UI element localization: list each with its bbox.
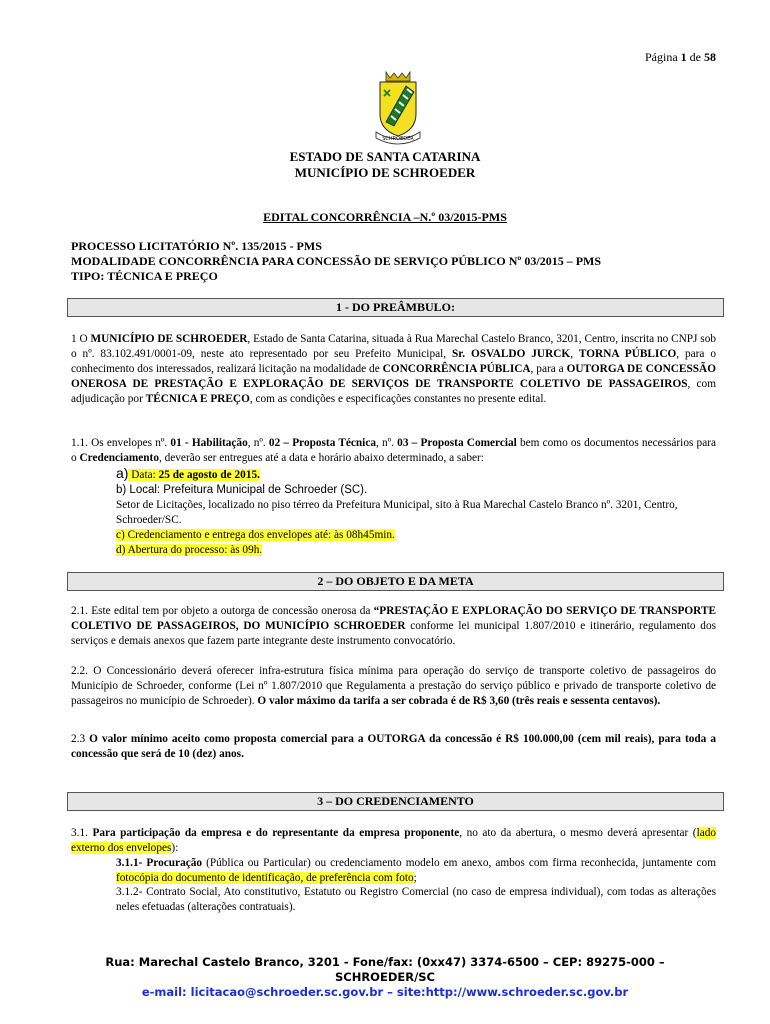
- paragraph-3-1-1: 3.1.1- Procuração (Pública ou Particular) ou credenciamento modelo em anexo, ambos com firma reconhecida, juntamente com fotocópia do documento de identificação, de preferência com foto;: [116, 857, 716, 884]
- paragraph-3-1: 3.1. Para participação da empresa e do representante da empresa proponente, no ato da abertura, o mesmo deverá apresentar (lado externo dos envelopes):: [71, 827, 717, 854]
- header-state: ESTADO DE SANTA CATARINA: [289, 149, 481, 164]
- edital-title: EDITAL CONCORRÊNCIA –N.º 03/2015-PMS: [263, 210, 507, 224]
- footer-address: Rua: Marechal Castelo Branco, 3201 - Fone/fax: (0xx47) 3374-6500 – CEP: 89275-000 –: [105, 955, 665, 969]
- process-modality: MODALIDADE CONCORRÊNCIA PARA CONCESSÃO DE SERVIÇO PÚBLICO Nº 03/2015 – PMS: [71, 254, 602, 268]
- process-number: PROCESSO LICITATÓRIO Nº. 135/2015 - PMS: [71, 239, 322, 253]
- page-number: Página 1 de 58: [645, 50, 716, 64]
- item-d: d) Abertura do processo: às 09h.: [116, 544, 263, 556]
- item-b: b) Local: Prefeitura Municipal de Schroeder (SC).: [116, 484, 368, 496]
- footer: [0, 955, 770, 1000]
- section-header-preambulo: 1 - DO PREÂMBULO:: [67, 298, 724, 317]
- section-header-objeto: 2 – DO OBJETO E DA META: [67, 572, 724, 591]
- item-a: a) Data: 25 de agosto de 2015.: [116, 465, 260, 481]
- paragraph-2-2: 2.2. O Concessionário deverá oferecer infra-estrutura física mínima para operação do serviço de transporte coletivo de passageiros do Município de Schroeder, conforme (Lei nº 1.807/2010 que Regulamenta a prestação do serviço público e privado de transporte coletivo de passageiros no município de Schroeder). O valor máximo da tarifa a ser cobrada é de R$ 3,60 (três reais e sessenta centavos).: [71, 665, 716, 707]
- item-b-sector: Setor de Licitações, localizado no piso térreo da Prefeitura Municipal, sito à Rua Marechal Castelo Branco nº. 3201, Centro, Schroeder/SC.: [116, 499, 678, 526]
- footer-city: SCHROEDER/SC: [334, 970, 435, 984]
- paragraph-1-1: 1.1. Os envelopes nº. 01 - Habilitação, nº. 02 – Proposta Técnica, nº. 03 – Proposta Comercial bem como os documentos necessários para o Credenciamento, deverão ser entregues até a data e horário abaixo determinado, a saber:: [71, 437, 716, 464]
- process-type: TIPO: TÉCNICA E PREÇO: [71, 269, 218, 283]
- paragraph-1: 1 O MUNICÍPIO DE SCHROEDER, Estado de Santa Catarina, situada à Rua Marechal Castelo Branco, 3201, Centro, inscrita no CNPJ sob o nº. 83.102.491/0001-09, neste ato representado por seu Prefeito Municipal, Sr. OSVALDO JURCK, TORNA PÚBLICO, para o conhecimento dos interessados, realizará licitação na modalidade de CONCORRÊNCIA PÚBLICA, para a OUTORGA DE CONCESSÃO ONEROSA DE PRESTAÇÃO E EXPLORAÇÃO DE SERVIÇOS DE TRANSPORTE COLETIVO DE PASSAGEIROS, com adjudicação por TÉCNICA E PREÇO, com as condições e especificações constantes no presente edital.: [71, 333, 716, 405]
- header-city: MUNICÍPIO DE SCHROEDER: [294, 165, 476, 180]
- paragraph-2-3: 2.3 O valor mínimo aceito como proposta comercial para a OUTORGA da concessão é R$ 100.000,00 (cem mil reais), para toda a concessão que será de 10 (dez) anos.: [71, 733, 716, 760]
- footer-contact: e-mail: licitacao@schroeder.sc.gov.br – site:http://www.schroeder.sc.gov.br: [141, 985, 629, 999]
- section-header-credenciamento: 3 – DO CREDENCIAMENTO: [67, 792, 724, 811]
- email-link[interactable]: licitacao@schroeder.sc.gov.br: [190, 985, 384, 999]
- svg-text:SCHROEDER: SCHROEDER: [382, 136, 414, 142]
- item-c: c) Credenciamento e entrega dos envelopes até: às 08h45min.: [116, 529, 395, 541]
- schedule-list: [116, 466, 716, 558]
- site-link[interactable]: http://www.schroeder.sc.gov.br: [425, 985, 629, 999]
- paragraph-3-1-2: 3.1.2- Contrato Social, Ato constitutivo, Estatuto ou Registro Comercial (no caso de empresa individual), com todas as alterações neles efetuadas (alterações contratuais).: [116, 886, 716, 913]
- process-info: [71, 239, 721, 284]
- paragraph-2-1: 2.1. Este edital tem por objeto a outorga de concessão onerosa da “PRESTAÇÃO E EXPLORAÇÃO DO SERVIÇO DE TRANSPORTE COLETIVO DE PASSAGEIROS, DO MUNICÍPIO SCHROEDER conforme lei municipal 1.807/2010 e itinerário, regulamento dos serviços e demais anexos que fazem parte integrante deste instrumento convocatório.: [71, 605, 717, 647]
- municipal-coat-of-arms: [372, 70, 424, 146]
